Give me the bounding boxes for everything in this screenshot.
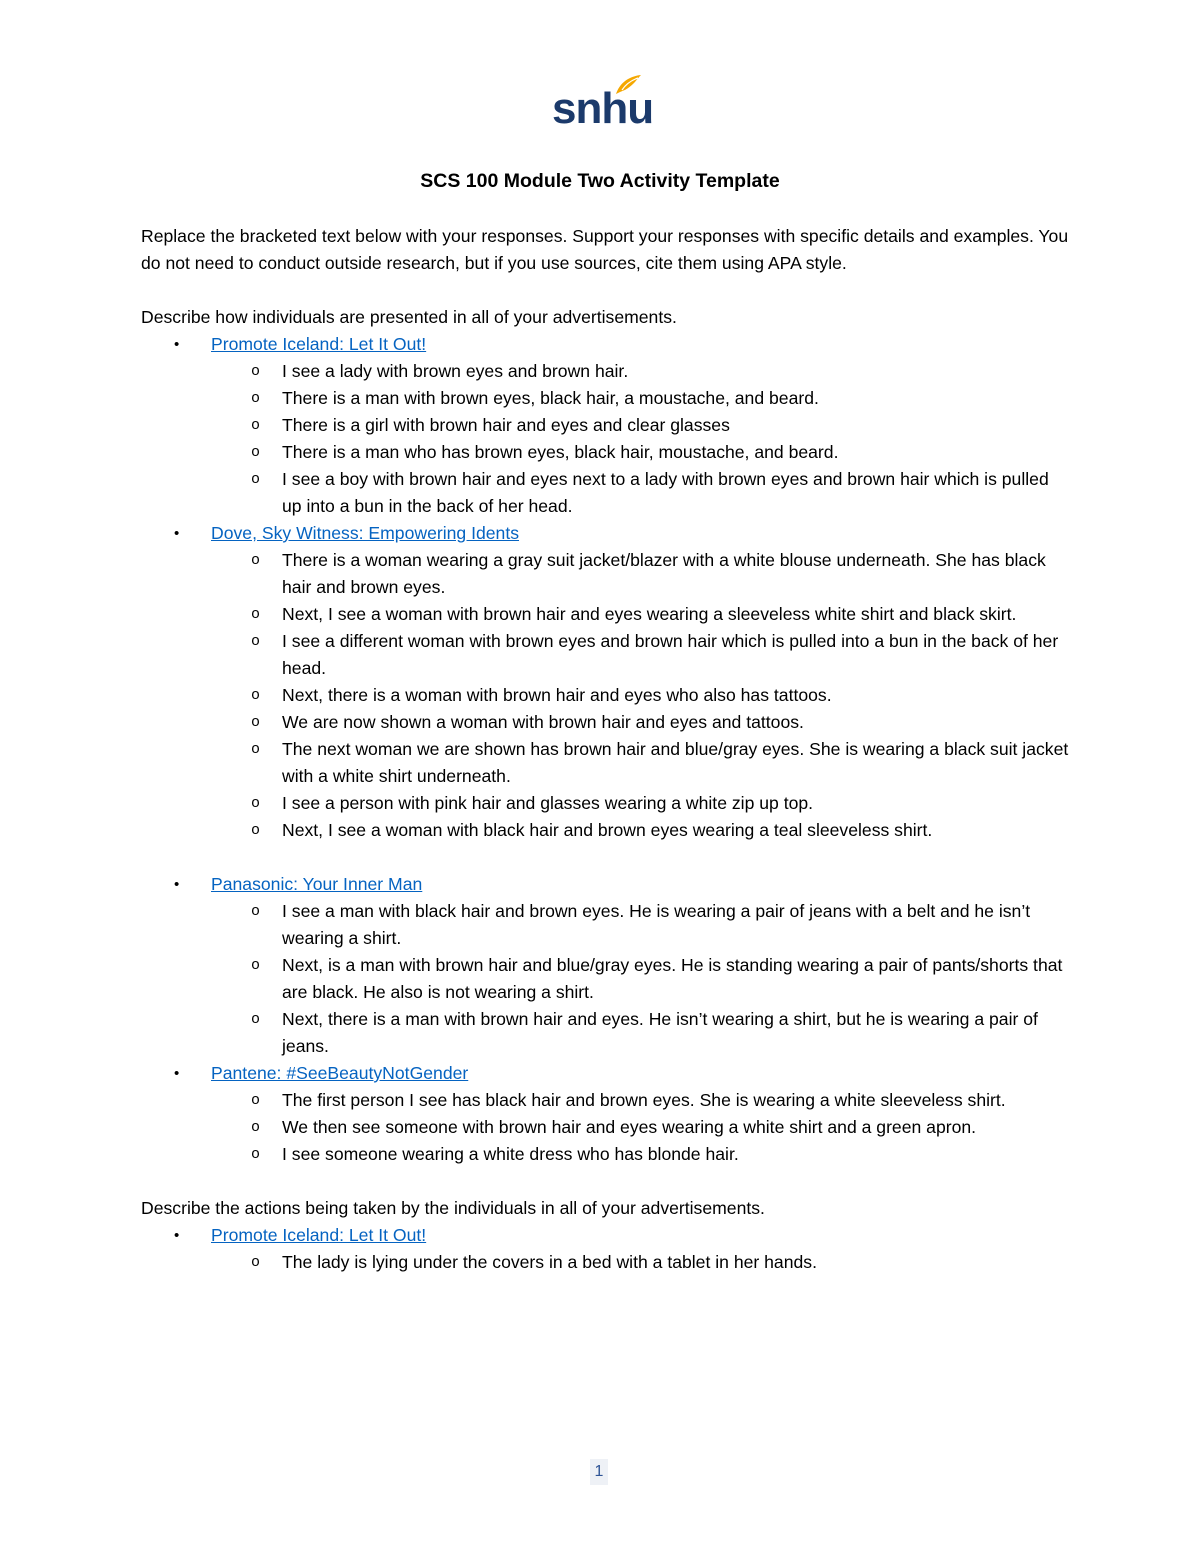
ad-list	[141, 331, 1071, 1168]
sub-bullet-marker: o	[251, 822, 261, 839]
sub-bullet-marker: o	[251, 714, 261, 731]
observation-list	[211, 547, 1071, 844]
observation-item: o I see a different woman with brown eyes and brown hair which is pulled into a bun in the back of her head.	[211, 628, 1071, 682]
bullet-marker: •	[174, 336, 180, 353]
bullet-marker: •	[174, 1065, 180, 1082]
sub-bullet-marker: o	[251, 417, 261, 434]
observation-item: o Next, is a man with brown hair and blue/gray eyes. He is standing wearing a pair of pants/shorts that are black. He also is not wearing a shirt.	[211, 952, 1071, 1006]
snhu-logo	[552, 74, 654, 134]
observation-item: o There is a man with brown eyes, black hair, a moustache, and beard.	[211, 385, 1071, 412]
sub-bullet-marker: o	[251, 795, 261, 812]
observation-list	[211, 1087, 1071, 1168]
sub-bullet-marker: o	[251, 1146, 261, 1163]
ad-list	[141, 1222, 1071, 1276]
question-actions: Describe the actions being taken by the individuals in all of your advertisements.	[141, 1198, 765, 1218]
observation-item: o The first person I see has black hair and brown eyes. She is wearing a white sleeveless shirt.	[211, 1087, 1071, 1114]
sub-bullet-marker: o	[251, 903, 261, 920]
ad-item	[141, 1222, 1071, 1276]
bullet-marker: •	[174, 525, 180, 542]
observation-item: o I see a man with black hair and brown eyes. He is wearing a pair of jeans with a belt and he isn’t wearing a shirt.	[211, 898, 1071, 952]
observation-item: o Next, I see a woman with black hair and brown eyes wearing a teal sleeveless shirt.	[211, 817, 1071, 844]
observation-item: o There is a woman wearing a gray suit jacket/blazer with a white blouse underneath. She has black hair and brown eyes.	[211, 547, 1071, 601]
observation-item: o I see a person with pink hair and glasses wearing a white zip up top.	[211, 790, 1071, 817]
observation-item: o There is a man who has brown eyes, black hair, moustache, and beard.	[211, 439, 1071, 466]
question-presentation: Describe how individuals are presented in all of your advertisements.	[141, 307, 677, 327]
observation-item: o The next woman we are shown has brown hair and blue/gray eyes. She is wearing a black suit jacket with a white shirt underneath.	[211, 736, 1071, 790]
observation-item: o Next, I see a woman with brown hair and eyes wearing a sleeveless white shirt and black skirt.	[211, 601, 1071, 628]
observation-list	[211, 898, 1071, 1060]
observation-item: o Next, there is a man with brown hair and eyes. He isn’t wearing a shirt, but he is wearing a pair of jeans.	[211, 1006, 1071, 1060]
sub-bullet-marker: o	[251, 687, 261, 704]
ad-link-dove-sky-witness[interactable]: Dove, Sky Witness: Empowering Idents	[211, 523, 520, 543]
page-number: 1	[590, 1459, 608, 1485]
observation-item: o I see a boy with brown hair and eyes next to a lady with brown eyes and brown hair which is pulled up into a bun in the back of her head.	[211, 466, 1071, 520]
instructions-paragraph: Replace the bracketed text below with your responses. Support your responses with specific details and examples. You do not need to conduct outside research, but if you use sources, cite them using APA style.	[141, 226, 1069, 273]
ad-link-panasonic[interactable]: Panasonic: Your Inner Man	[211, 874, 423, 894]
sub-bullet-marker: o	[251, 390, 261, 407]
ad-link-promote-iceland[interactable]: Promote Iceland: Let It Out!	[211, 334, 427, 354]
ad-item	[141, 520, 1071, 844]
document-body	[141, 223, 1071, 1276]
observation-item: o I see a lady with brown eyes and brown hair.	[211, 358, 1071, 385]
ad-link-promote-iceland[interactable]: Promote Iceland: Let It Out!	[211, 1225, 427, 1245]
sub-bullet-marker: o	[251, 606, 261, 623]
observation-item: o The lady is lying under the covers in a bed with a tablet in her hands.	[211, 1249, 1071, 1276]
bullet-marker: •	[174, 876, 180, 893]
sub-bullet-marker: o	[251, 552, 261, 569]
observation-list	[211, 358, 1071, 520]
ad-item	[141, 331, 1071, 520]
observation-item: o I see someone wearing a white dress who has blonde hair.	[211, 1141, 1071, 1168]
sub-bullet-marker: o	[251, 363, 261, 380]
bullet-marker: •	[174, 1227, 180, 1244]
ad-item	[141, 1060, 1071, 1168]
sub-bullet-marker: o	[251, 957, 261, 974]
sub-bullet-marker: o	[251, 741, 261, 758]
sub-bullet-marker: o	[251, 1254, 261, 1271]
ad-item	[141, 871, 1071, 1060]
sub-bullet-marker: o	[251, 471, 261, 488]
observation-item: o There is a girl with brown hair and eyes and clear glasses	[211, 412, 1071, 439]
sub-bullet-marker: o	[251, 1119, 261, 1136]
ad-link-pantene[interactable]: Pantene: #SeeBeautyNotGender	[211, 1063, 469, 1083]
observation-list	[211, 1249, 1071, 1276]
sub-bullet-marker: o	[251, 633, 261, 650]
sub-bullet-marker: o	[251, 1011, 261, 1028]
sub-bullet-marker: o	[251, 1092, 261, 1109]
logo-text: snhu	[552, 84, 654, 133]
observation-item: o We then see someone with brown hair and eyes wearing a white shirt and a green apron.	[211, 1114, 1071, 1141]
sub-bullet-marker: o	[251, 444, 261, 461]
observation-item: o We are now shown a woman with brown hair and eyes and tattoos.	[211, 709, 1071, 736]
observation-item: o Next, there is a woman with brown hair and eyes who also has tattoos.	[211, 682, 1071, 709]
document-title: SCS 100 Module Two Activity Template	[420, 170, 780, 192]
